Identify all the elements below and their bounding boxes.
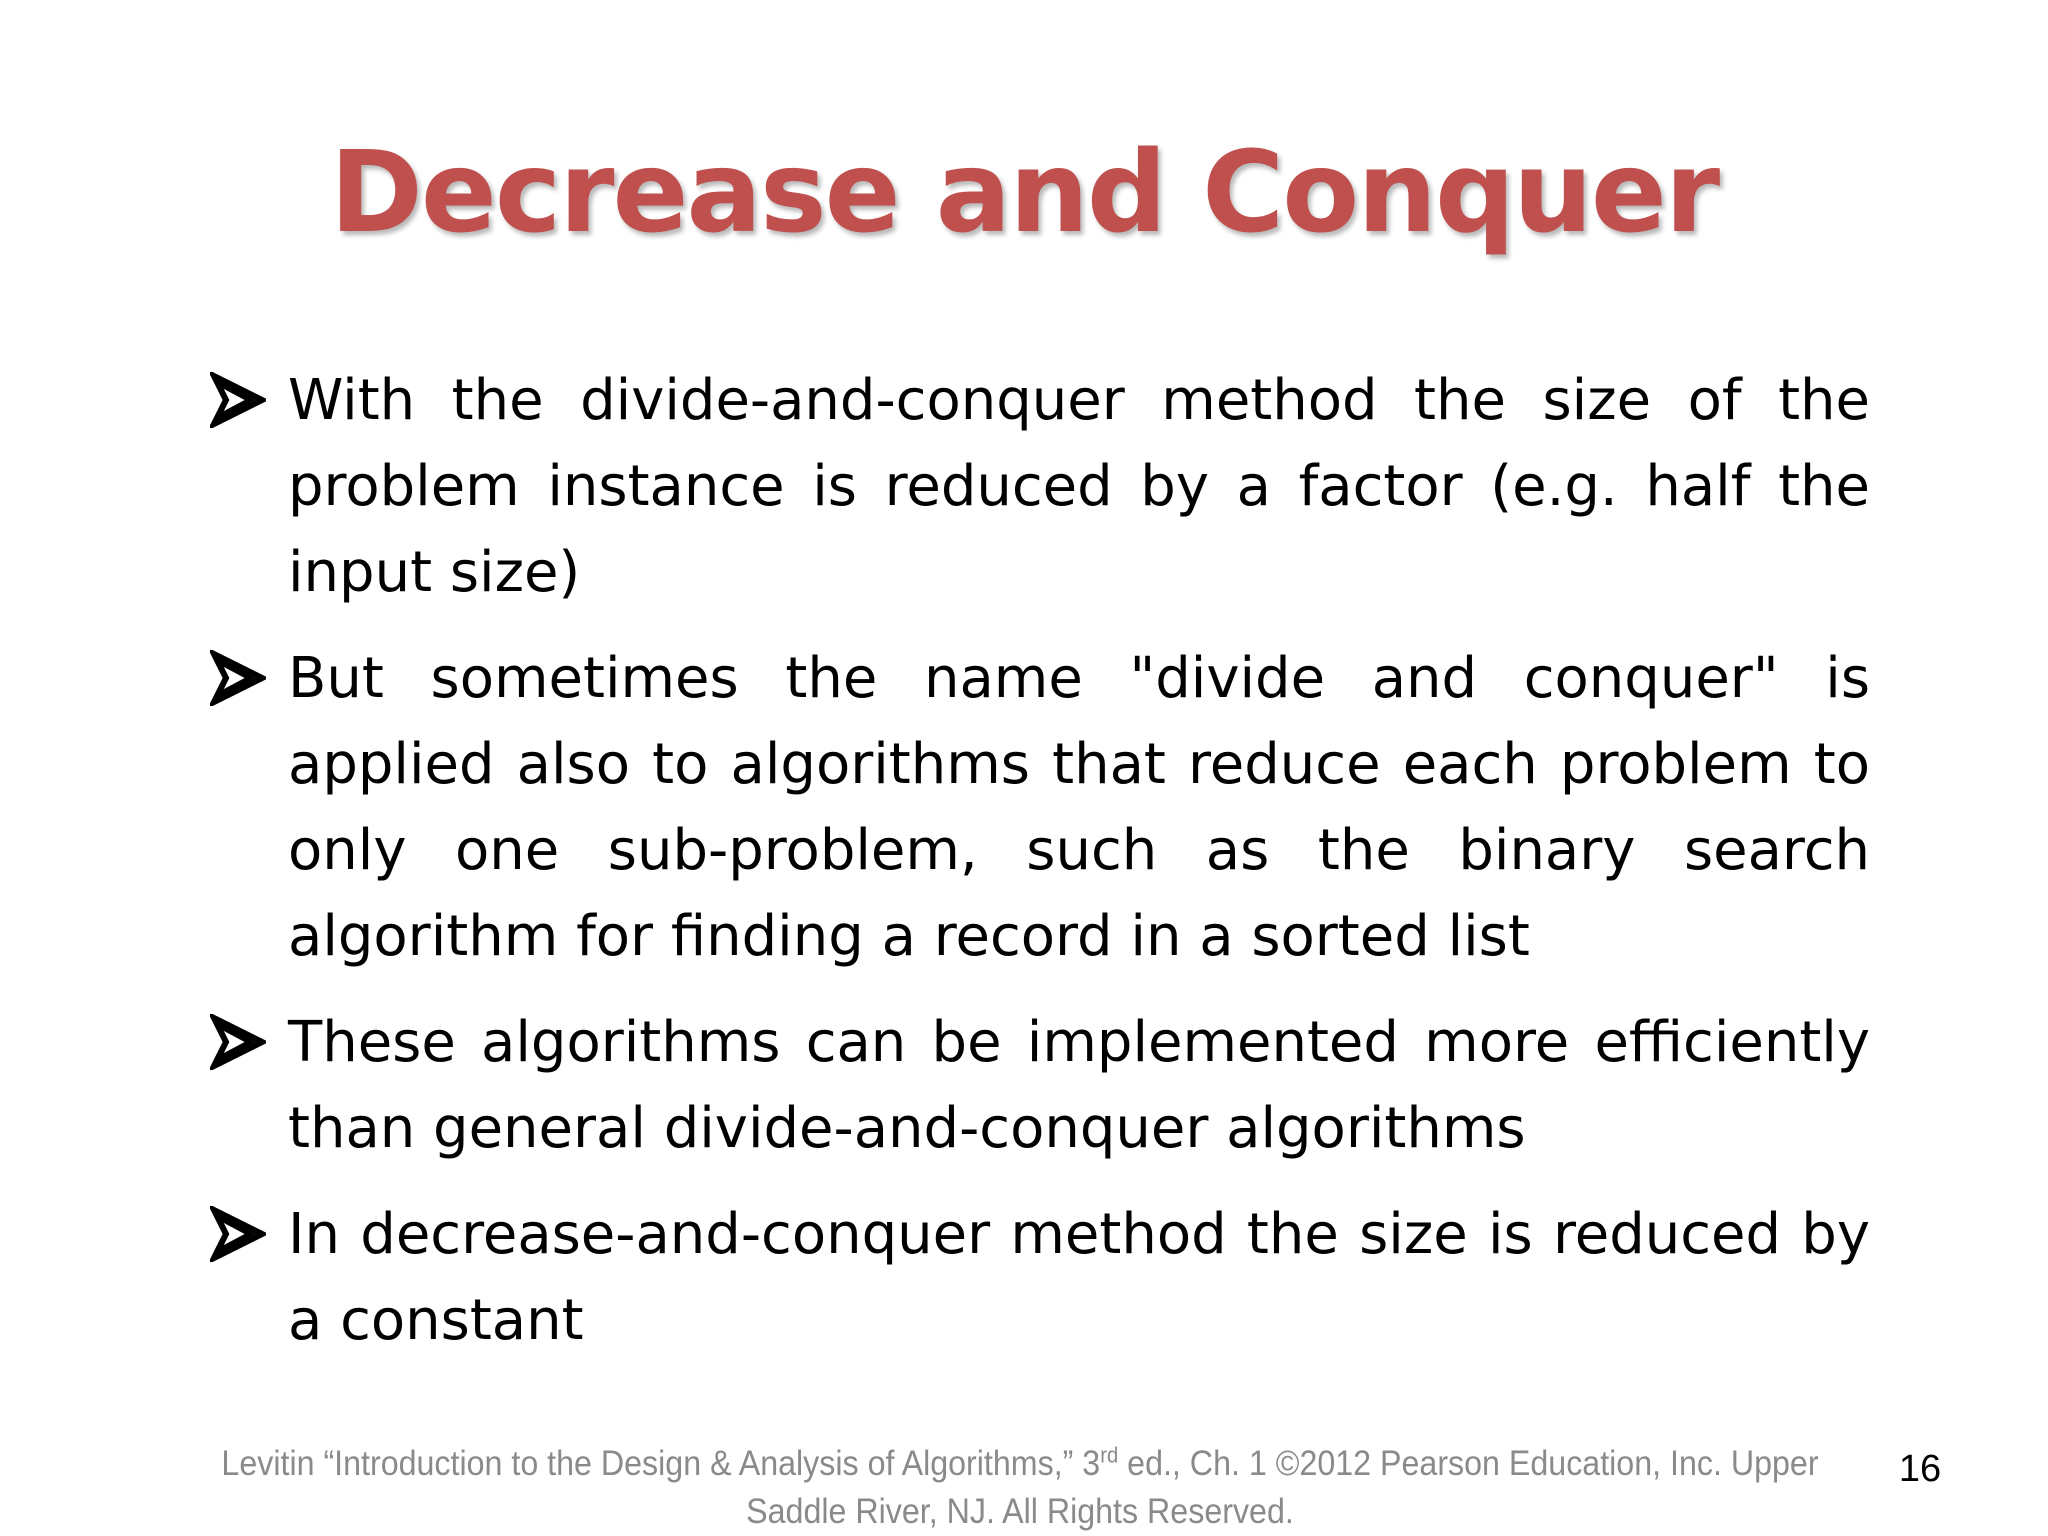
bullet-text: But sometimes the name "divide and conquer" is applied also to algorithms that reduce each problem to only one sub-problem, such as the binary search algorithm for finding a record in a sorted list [288,646,1870,969]
footer-text-part1: Levitin “Introduction to the Design & Analysis of Algorithms,” 3 [221,1444,1101,1483]
footer-text-part2: ed., Ch. 1 ©2012 Pearson Education, Inc. Upper [1118,1444,1819,1483]
bullet-item [210,636,1870,980]
bullet-item [210,1000,1870,1172]
bullet-text: With the divide-and-conquer method the size of the problem instance is reduced by a factor (e.g. half the input size) [288,368,1870,605]
arrow-bullet-icon [210,1014,266,1070]
slide-title: Decrease and Conquer [329,128,1719,258]
page-number: 16 [1898,1448,1942,1490]
bullet-item [210,1192,1870,1364]
bullet-text: In decrease-and-conquer method the size is reduced by a constant [288,1202,1870,1353]
bullet-list [210,358,1870,1384]
arrow-bullet-icon [210,372,266,428]
bullet-text: These algorithms can be implemented more efficiently than general divide-and-conquer algorithms [288,1010,1870,1161]
bullet-item [210,358,1870,616]
footer-superscript: rd [1100,1442,1119,1468]
footer-text-line2: Saddle River, NJ. All Rights Reserved. [746,1492,1294,1531]
arrow-bullet-icon [210,1206,266,1262]
arrow-bullet-icon [210,650,266,706]
footer-citation [210,1440,1829,1536]
